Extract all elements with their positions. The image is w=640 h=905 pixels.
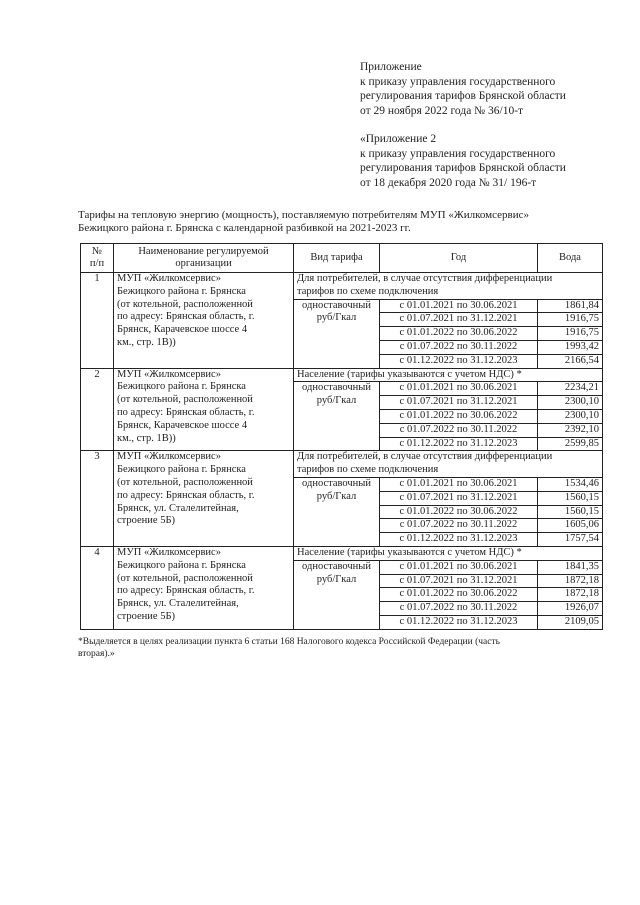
consumer-category-line: тарифов по схеме подключения <box>297 285 439 297</box>
organization-line: Брянск, ул. Сталелитейная, <box>117 502 239 514</box>
water-value: 1872,18 <box>538 588 603 602</box>
organization-cell <box>114 451 294 547</box>
row-number: 4 <box>81 546 114 629</box>
header-line: к приказу управления государственного <box>360 147 556 160</box>
appendix-header <box>360 60 566 118</box>
organization-line: по адресу: Брянская область, г. <box>117 489 255 501</box>
water-value: 2599,85 <box>538 437 603 451</box>
tariff-type <box>294 299 380 368</box>
consumer-category <box>294 368 603 382</box>
period-cell: с 01.12.2022 по 31.12.2023 <box>380 437 538 451</box>
table-row <box>81 273 603 300</box>
tariff-type-line: одноставочный <box>302 299 371 311</box>
tariff-type-line: одноставочный <box>302 382 371 394</box>
organization-line: МУП «Жилкомсервис» <box>117 273 221 284</box>
period-cell: с 01.07.2022 по 30.11.2022 <box>380 519 538 533</box>
intro-line: Бежицкого района г. Брянска с календарной разбивкой на 2021-2023 гг. <box>78 222 411 234</box>
header-num-line: п/п <box>89 258 105 269</box>
period-cell: с 01.07.2021 по 31.12.2021 <box>380 313 538 327</box>
tariff-type-line: руб/Гкал <box>316 573 357 585</box>
intro-line: Тарифы на тепловую энергию (мощность), поставляемую потребителям МУП «Жилкомсервис» <box>78 209 529 221</box>
organization-line: по адресу: Брянская область, г. <box>117 585 255 597</box>
organization-line: (от котельной, расположенной <box>117 394 253 406</box>
header-line: регулирования тарифов Брянской области <box>360 162 566 174</box>
header-line: регулирования тарифов Брянской области <box>360 90 566 102</box>
water-value: 1916,75 <box>538 327 603 341</box>
consumer-category <box>294 273 603 300</box>
water-value: 1993,42 <box>538 340 603 354</box>
organization-cell <box>114 368 294 451</box>
header-num <box>81 244 114 273</box>
water-value: 1757,54 <box>538 533 603 547</box>
organization-line: по адресу: Брянская область, г. <box>117 311 255 323</box>
water-value: 2300,10 <box>538 396 603 410</box>
period-cell: с 01.07.2022 по 30.11.2022 <box>380 602 538 616</box>
water-value: 2392,10 <box>538 423 603 437</box>
header-line: от 18 декабря 2020 года № 31/ 196-т <box>360 176 537 189</box>
footnote-line: вторая).» <box>78 649 115 659</box>
row-number: 1 <box>81 273 114 369</box>
tariff-type-line: руб/Гкал <box>316 312 357 324</box>
tariff-type-line: руб/Гкал <box>316 395 357 407</box>
organization-line: Брянск, Карачевское шоссе 4 <box>117 419 248 431</box>
consumer-category-line: Для потребителей, в случае отсутствия дифференциации <box>297 451 553 463</box>
organization-line: (от котельной, расположенной <box>117 572 253 584</box>
period-cell: с 01.07.2021 по 31.12.2021 <box>380 396 538 410</box>
organization-line: МУП «Жилкомсервис» <box>117 451 221 463</box>
organization-line: Бежицкого района г. Брянска <box>117 559 246 571</box>
water-value: 1841,35 <box>538 560 603 574</box>
table-row <box>81 451 603 478</box>
period-cell: с 01.12.2022 по 31.12.2023 <box>380 615 538 629</box>
consumer-category <box>294 451 603 478</box>
water-value: 2166,54 <box>538 354 603 368</box>
period-cell: с 01.01.2022 по 30.06.2022 <box>380 588 538 602</box>
period-cell: с 01.12.2022 по 31.12.2023 <box>380 533 538 547</box>
period-cell: с 01.07.2022 по 30.11.2022 <box>380 340 538 354</box>
water-value: 2109,05 <box>538 615 603 629</box>
water-value: 2300,10 <box>538 409 603 423</box>
organization-line: МУП «Жилкомсервис» <box>117 546 221 558</box>
period-cell: с 01.01.2022 по 30.06.2022 <box>380 327 538 341</box>
organization-line: строение 5Б) <box>117 515 175 527</box>
consumer-category <box>294 546 603 560</box>
document-intro <box>78 209 606 235</box>
appendix-2-header <box>360 132 566 190</box>
period-cell: с 01.12.2022 по 31.12.2023 <box>380 354 538 368</box>
consumer-category-line: Для потребителей, в случае отсутствия дифференциации <box>297 273 553 284</box>
water-value: 1861,84 <box>538 299 603 313</box>
period-cell: с 01.01.2021 по 30.06.2021 <box>380 382 538 396</box>
period-cell: с 01.01.2021 по 30.06.2021 <box>380 560 538 574</box>
row-number: 2 <box>81 368 114 451</box>
organization-line: Брянск, ул. Сталелитейная, <box>117 598 239 610</box>
table-row <box>81 546 603 560</box>
header-num-line: № <box>91 246 103 257</box>
organization-line: км., стр. 1В)) <box>117 336 176 348</box>
period-cell: с 01.01.2021 по 30.06.2021 <box>380 477 538 491</box>
header-type: Вид тарифа <box>294 244 380 273</box>
water-value: 1560,15 <box>538 491 603 505</box>
period-cell: с 01.07.2021 по 31.12.2021 <box>380 574 538 588</box>
tariff-type-line: руб/Гкал <box>316 490 357 502</box>
tariff-type <box>294 477 380 546</box>
consumer-category-line: Население (тарифы указываются с учетом НДС) * <box>297 546 522 558</box>
organization-line: (от котельной, расположенной <box>117 298 253 310</box>
tariff-type-line: одноставочный <box>302 560 371 572</box>
consumer-category-line: Население (тарифы указываются с учетом НДС) * <box>297 368 522 380</box>
organization-cell <box>114 273 294 369</box>
header-line: к приказу управления государственного <box>360 75 556 88</box>
water-value: 1916,75 <box>538 313 603 327</box>
tariff-type <box>294 560 380 629</box>
water-value: 1560,15 <box>538 505 603 519</box>
row-number: 3 <box>81 451 114 547</box>
header-line: от 29 ноября 2022 года № 36/10-т <box>360 104 524 117</box>
organization-cell <box>114 546 294 629</box>
organization-line: Бежицкого района г. Брянска <box>117 285 246 297</box>
organization-line: МУП «Жилкомсервис» <box>117 368 221 380</box>
water-value: 1872,18 <box>538 574 603 588</box>
period-cell: с 01.01.2022 по 30.06.2022 <box>380 409 538 423</box>
header-line: «Приложение 2 <box>360 133 437 145</box>
table-row <box>81 368 603 382</box>
water-value: 1926,07 <box>538 602 603 616</box>
header-org-line: Наименование регулируемой <box>138 246 269 257</box>
organization-line: км., стр. 1В)) <box>117 432 176 444</box>
header-water: Вода <box>538 244 603 273</box>
period-cell: с 01.07.2021 по 31.12.2021 <box>380 491 538 505</box>
header-year: Год <box>380 244 538 273</box>
header-line: Приложение <box>360 61 422 73</box>
tariff-type-line: одноставочный <box>302 477 371 489</box>
footnote <box>78 636 606 660</box>
organization-line: Бежицкого района г. Брянска <box>117 464 246 476</box>
table-header-row <box>81 244 603 273</box>
period-cell: с 01.01.2022 по 30.06.2022 <box>380 505 538 519</box>
period-cell: с 01.01.2021 по 30.06.2021 <box>380 299 538 313</box>
water-value: 1605,06 <box>538 519 603 533</box>
tariff-table <box>80 243 603 630</box>
water-value: 1534,46 <box>538 477 603 491</box>
header-org <box>114 244 294 273</box>
consumer-category-line: тарифов по схеме подключения <box>297 464 439 476</box>
organization-line: (от котельной, расположенной <box>117 476 253 488</box>
tariff-type <box>294 382 380 451</box>
header-org-line: организации <box>175 258 232 269</box>
organization-line: Бежицкого района г. Брянска <box>117 381 246 393</box>
organization-line: по адресу: Брянская область, г. <box>117 406 255 418</box>
organization-line: Брянск, Карачевское шоссе 4 <box>117 324 248 336</box>
water-value: 2234,21 <box>538 382 603 396</box>
period-cell: с 01.07.2022 по 30.11.2022 <box>380 423 538 437</box>
footnote-line: *Выделяется в целях реализации пункта 6 статьи 168 Налогового кодекса Российской Федерации (часть <box>78 637 500 647</box>
organization-line: строение 5Б) <box>117 610 175 622</box>
